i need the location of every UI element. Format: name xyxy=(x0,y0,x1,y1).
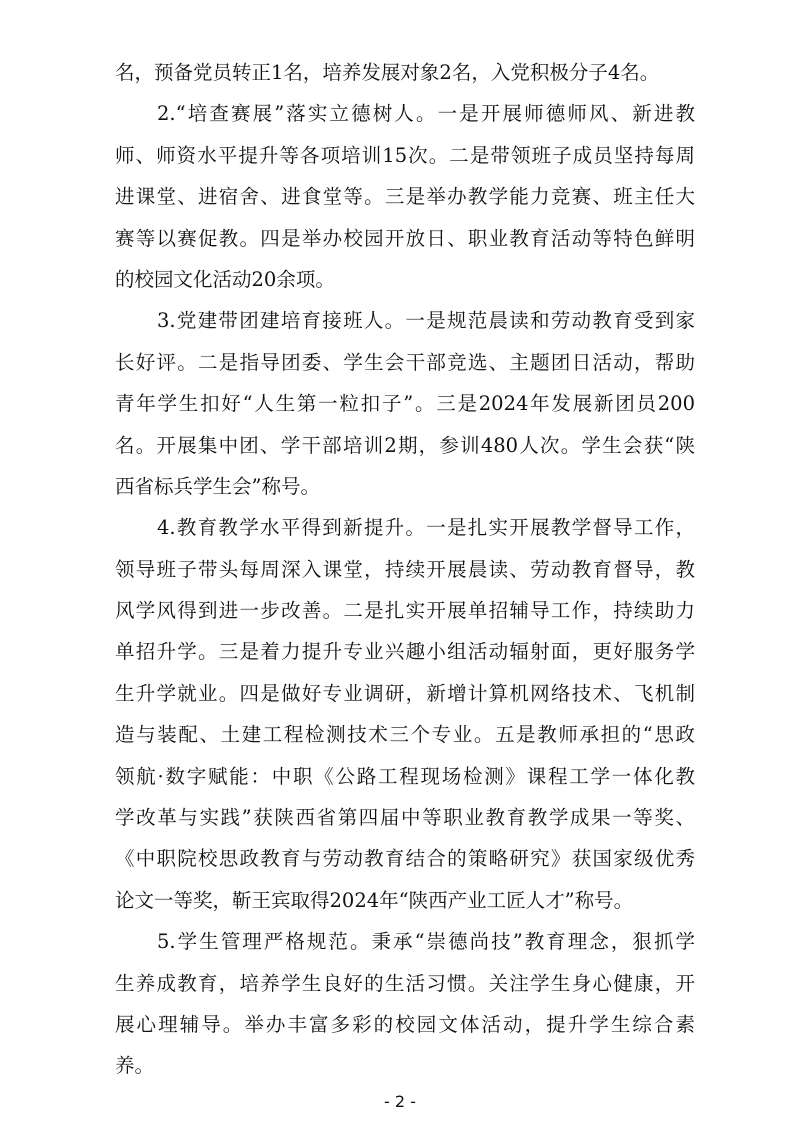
text-line: 论文一等奖，靳王宾取得2024年“陕西产业工匠人才”称号。 xyxy=(115,888,634,912)
text-line: 名。开展集中团、学干部培训2期，参训480人次。学生会获“陕 xyxy=(115,433,695,457)
document-body xyxy=(115,52,695,1087)
text-line: 长好评。二是指导团委、学生会干部竞选、主题团日活动，帮助 xyxy=(115,350,695,374)
text-line: 2.“培查赛展”落实立德树人。一是开展师德师风、新进教 xyxy=(157,102,695,126)
text-line: 领航·数字赋能：中职《公路工程现场检测》课程工学一体化教 xyxy=(115,764,695,788)
text-line: 赛等以赛促教。四是举办校园开放日、职业教育活动等特色鲜明 xyxy=(115,226,695,250)
text-line: 名，预备党员转正1名，培养发展对象2名，入党积极分子4名。 xyxy=(115,61,660,84)
text-line: 3.党建带团建培育接班人。一是规范晨读和劳动教育受到家 xyxy=(157,309,695,333)
text-line: 展心理辅导。举办丰富多彩的校园文体活动，提升学生综合素 xyxy=(115,1012,695,1036)
text-line: 青年学生扣好“人生第一粒扣子”。三是2024年发展新团员200 xyxy=(115,392,695,416)
text-line: 师、师资水平提升等各项培训15次。二是带领班子成员坚持每周 xyxy=(115,143,695,167)
page-number: - 2 - xyxy=(384,1092,416,1111)
text-line: 的校园文化活动20余项。 xyxy=(115,267,335,291)
text-line: 4.教育教学水平得到新提升。一是扎实开展教学督导工作， xyxy=(157,516,695,540)
text-line: 5.学生管理严格规范。秉承“崇德尚技”教育理念，狠抓学 xyxy=(157,930,695,954)
text-line: 单招升学。三是着力提升专业兴趣小组活动辐射面，更好服务学 xyxy=(115,640,695,664)
text-line: 造与装配、土建工程检测技术三个专业。五是教师承担的“思政 xyxy=(115,723,695,747)
text-line: 生养成教育，培养学生良好的生活习惯。关注学生身心健康，开 xyxy=(115,971,695,995)
text-line: 西省标兵学生会”称号。 xyxy=(115,474,320,498)
text-line: 风学风得到进一步改善。二是扎实开展单招辅导工作，持续助力 xyxy=(115,599,695,623)
text-line: 学改革与实践”获陕西省第四届中等职业教育教学成果一等奖、 xyxy=(115,806,695,830)
text-line: 养。 xyxy=(115,1054,155,1078)
text-line: 进课堂、进宿舍、进食堂等。三是举办教学能力竞赛、班主任大 xyxy=(115,185,695,209)
text-line: 领导班子带头每周深入课堂，持续开展晨读、劳动教育督导，教 xyxy=(115,557,695,581)
text-line: 生升学就业。四是做好专业调研，新增计算机网络技术、飞机制 xyxy=(115,681,695,705)
text-line: 《中职院校思政教育与劳动教育结合的策略研究》获国家级优秀 xyxy=(115,847,695,871)
